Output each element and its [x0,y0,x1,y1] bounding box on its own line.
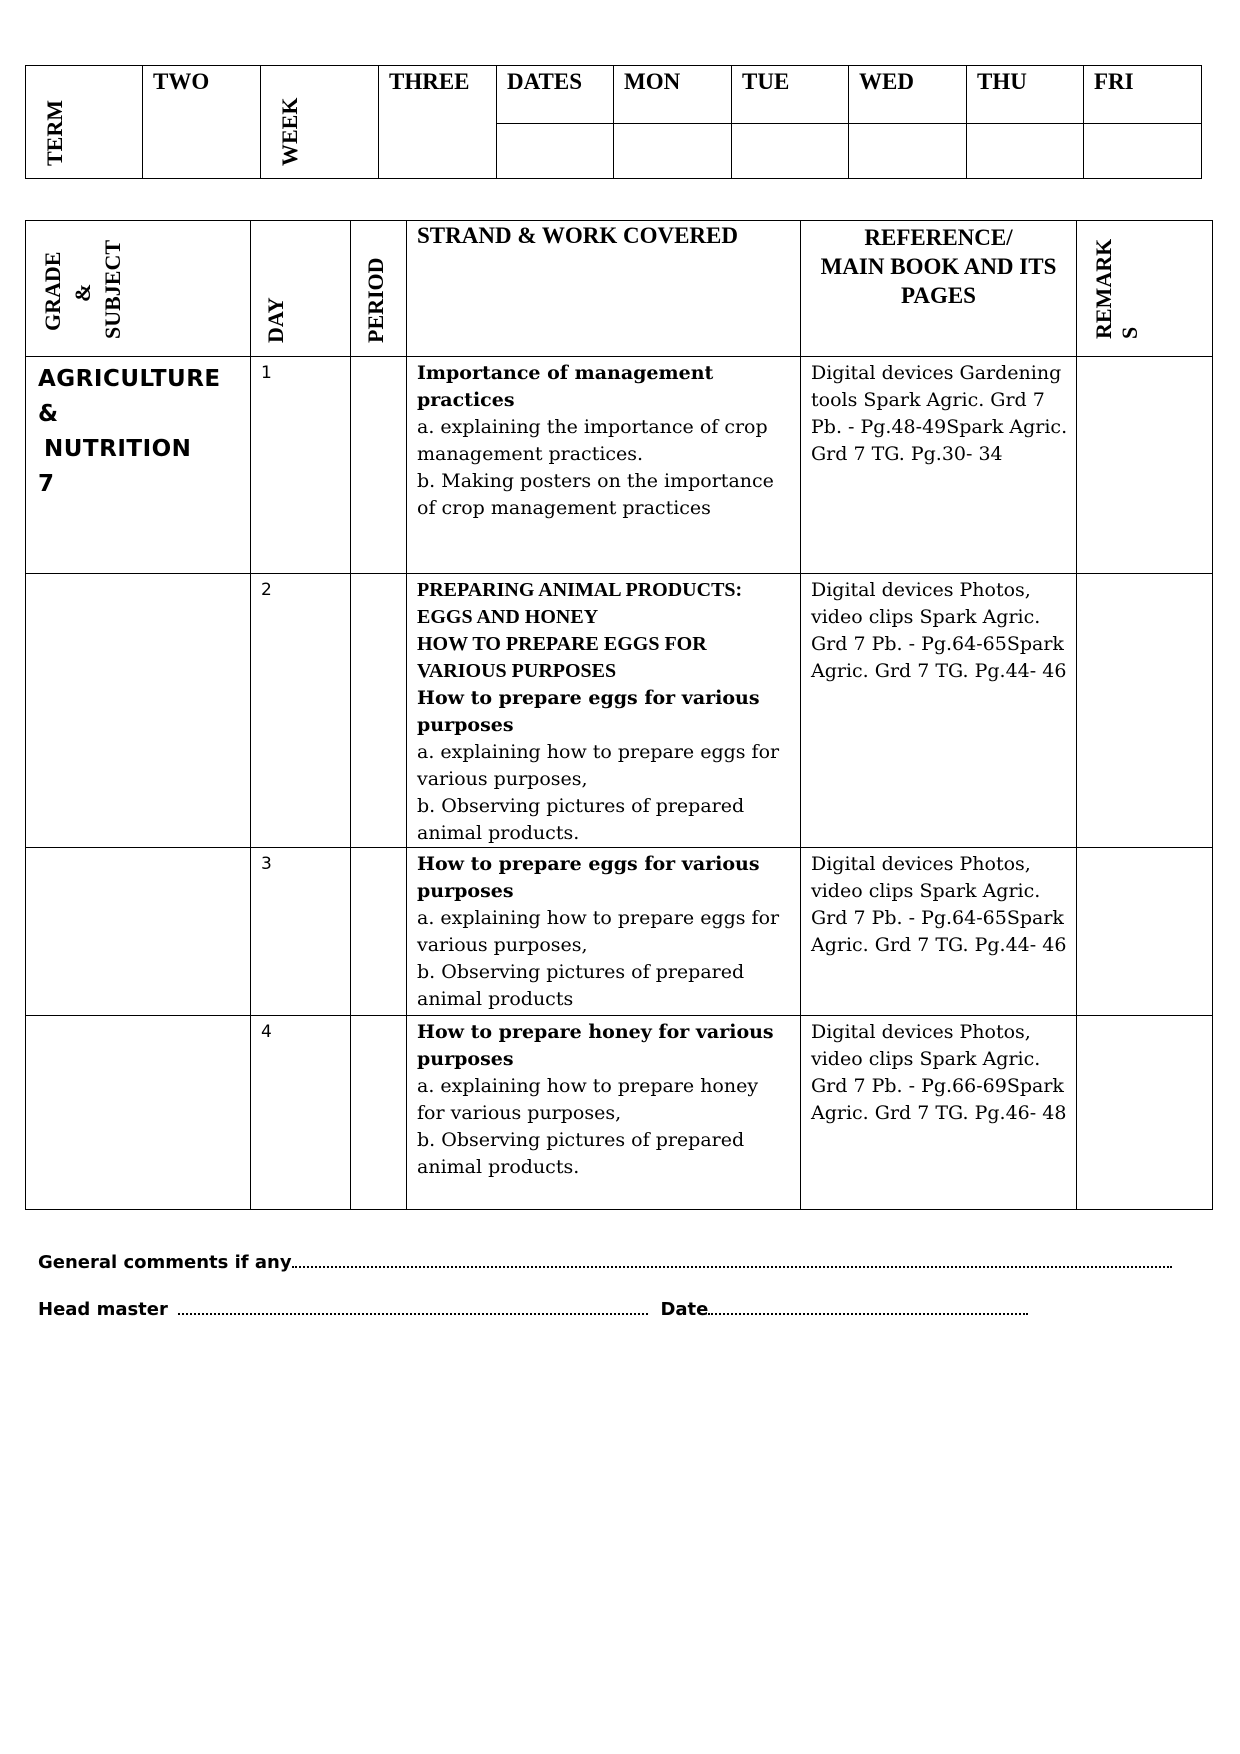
subject-cell [26,1016,251,1210]
day-tue: TUE [732,66,849,124]
week-label-cell [261,66,379,179]
subject-line: AGRICULTURE [38,366,221,392]
date-field[interactable] [708,1313,1028,1315]
work-strand-heading: VARIOUS PURPOSES [417,660,617,682]
reference-cell [801,848,1077,1016]
reference-line: tools Spark Agric. Grd 7 [811,389,1045,411]
work-line: a. explaining how to prepare eggs for [417,741,780,763]
date-thu-cell [967,124,1084,179]
reference-line: Grd 7 TG. Pg.30- 34 [811,443,1003,465]
work-line: of crop management practices [417,497,711,519]
general-comments-label: General comments if any [38,1252,292,1273]
reference-line: video clips Spark Agric. [811,1048,1041,1070]
work-line: b. Observing pictures of prepared [417,795,745,817]
dates-blank-cell [497,124,614,179]
day-cell: 3 [251,848,351,1016]
date-fri-cell [1084,124,1202,179]
work-line: management practices. [417,443,644,465]
work-line: for various purposes, [417,1102,622,1124]
term-label-cell [26,66,143,179]
reference-line: Digital devices Photos, [811,1021,1031,1043]
period-cell [351,357,407,574]
headmaster-field[interactable] [178,1313,648,1315]
work-line: various purposes, [417,768,588,790]
subject-line: NUTRITION [44,436,192,462]
reference-line: Agric. Grd 7 TG. Pg.44- 46 [811,934,1067,956]
scheme-of-work-table [25,220,1213,1210]
subject-label: SUBJECT [100,239,125,339]
work-heading: Importance of management [417,362,714,384]
reference-header-line: PAGES [901,283,976,308]
term-value: TWO [143,66,261,179]
grade-subject-header [26,221,251,357]
work-line: animal products. [417,822,580,844]
reference-line: Grd 7 Pb. - Pg.64-65Spark [811,907,1064,929]
table-row [26,848,1213,1016]
subject-line: 7 [38,471,55,497]
day-cell: 4 [251,1016,351,1210]
work-line: b. Observing pictures of prepared [417,1129,745,1151]
week-value: THREE [379,66,497,179]
work-line: a. explaining how to prepare honey [417,1075,759,1097]
remarks-cell[interactable] [1077,848,1213,1016]
work-line: b. Observing pictures of prepared [417,961,745,983]
work-line: a. explaining the importance of crop [417,416,768,438]
work-covered-cell [407,574,801,848]
reference-line: Grd 7 Pb. - Pg.64-65Spark [811,633,1064,655]
work-covered-cell [407,848,801,1016]
reference-cell [801,574,1077,848]
remarks-header-line: REMARK [1091,238,1116,339]
signature-line [38,1299,1028,1320]
grade-label: GRADE [40,251,65,331]
scheme-header-row [26,221,1213,357]
reference-line: Agric. Grd 7 TG. Pg.46- 48 [811,1102,1067,1124]
day-header [251,221,351,357]
work-strand-heading: EGGS AND HONEY [417,606,599,628]
work-heading: How to prepare eggs for various [417,853,760,875]
work-strand-heading: PREPARING ANIMAL PRODUCTS: [417,579,743,601]
day-fri: FRI [1084,66,1202,124]
subject-cell [26,357,251,574]
work-heading: purposes [417,880,514,902]
reference-line: Digital devices Gardening [811,362,1062,384]
term-week-table [25,65,1202,179]
term-label: TERM [42,100,67,166]
work-heading: practices [417,389,515,411]
reference-line: video clips Spark Agric. [811,880,1041,902]
day-wed: WED [849,66,967,124]
reference-line: Digital devices Photos, [811,853,1031,875]
day-cell: 1 [251,357,351,574]
reference-line: video clips Spark Agric. [811,606,1041,628]
remarks-cell[interactable] [1077,357,1213,574]
general-comments-line [38,1252,1172,1273]
day-thu: THU [967,66,1084,124]
remarks-cell[interactable] [1077,574,1213,848]
period-header-label: PERIOD [363,257,388,343]
work-heading: How to prepare eggs for various [417,687,760,709]
work-line: animal products. [417,1156,580,1178]
work-line: animal products [417,988,574,1010]
reference-line: Pb. - Pg.48-49Spark Agric. [811,416,1068,438]
reference-header-line: MAIN BOOK AND ITS [820,254,1057,279]
date-label: Date [660,1299,709,1320]
work-line: various purposes, [417,934,588,956]
work-line: b. Making posters on the importance [417,470,774,492]
work-line: a. explaining how to prepare eggs for [417,907,780,929]
general-comments-field[interactable] [292,1266,1172,1268]
reference-header [801,221,1077,357]
reference-header-line: REFERENCE/ [864,225,1013,250]
subject-line: & [38,401,59,427]
reference-cell [801,357,1077,574]
headmaster-label: Head master [38,1299,168,1320]
date-wed-cell [849,124,967,179]
week-label: WEEK [277,97,302,166]
day-header-label: DAY [263,297,288,343]
table-row [26,1016,1213,1210]
work-covered-cell [407,1016,801,1210]
table-row [26,574,1213,848]
work-heading: How to prepare honey for various [417,1021,774,1043]
reference-line: Agric. Grd 7 TG. Pg.44- 46 [811,660,1067,682]
work-heading: purposes [417,714,514,736]
remarks-cell[interactable] [1077,1016,1213,1210]
reference-line: Digital devices Photos, [811,579,1031,601]
strand-header: STRAND & WORK COVERED [407,221,801,357]
reference-line: Grd 7 Pb. - Pg.66-69Spark [811,1075,1064,1097]
work-strand-heading: HOW TO PREPARE EGGS FOR [417,633,707,655]
work-covered-cell [407,357,801,574]
dates-label: DATES [497,66,614,124]
reference-cell [801,1016,1077,1210]
remarks-header [1077,221,1213,357]
subject-cell [26,848,251,1016]
table-row [26,357,1213,574]
day-mon: MON [614,66,732,124]
ampersand-label: & [70,283,95,302]
period-cell [351,574,407,848]
subject-cell [26,574,251,848]
remarks-header-line: S [1117,326,1142,339]
date-mon-cell [614,124,732,179]
period-header [351,221,407,357]
period-cell [351,848,407,1016]
date-tue-cell [732,124,849,179]
work-heading: purposes [417,1048,514,1070]
period-cell [351,1016,407,1210]
day-cell: 2 [251,574,351,848]
